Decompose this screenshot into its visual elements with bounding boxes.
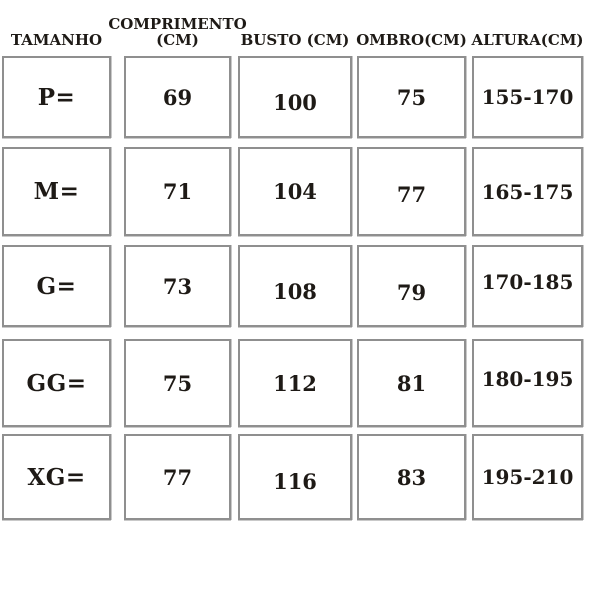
cell-value: G= bbox=[36, 272, 77, 300]
cell-size bbox=[2, 56, 111, 138]
cell-value: 170-185 bbox=[481, 270, 574, 294]
column-header-altura bbox=[472, 32, 583, 56]
column-header-ombro bbox=[357, 32, 466, 56]
table-row bbox=[0, 56, 600, 138]
cell-value: 108 bbox=[273, 278, 317, 304]
cell-comprimento bbox=[124, 339, 231, 427]
cell-size bbox=[2, 245, 111, 327]
column-header-label: OMBRO(CM) bbox=[356, 31, 467, 49]
cell-ombro bbox=[357, 56, 466, 138]
cell-value: XG= bbox=[27, 463, 86, 491]
cell-ombro bbox=[357, 245, 466, 327]
cell-value: M= bbox=[33, 178, 80, 205]
cell-busto bbox=[238, 56, 352, 138]
table-row bbox=[0, 434, 600, 520]
cell-comprimento bbox=[124, 56, 231, 138]
cell-value: 79 bbox=[396, 279, 427, 305]
cell-value: 195-210 bbox=[481, 465, 574, 489]
cell-busto bbox=[238, 245, 352, 327]
column-header-label: TAMANHO bbox=[10, 31, 103, 49]
cell-value: GG= bbox=[26, 369, 87, 397]
cell-altura bbox=[472, 56, 583, 138]
cell-value: 77 bbox=[396, 182, 427, 207]
cell-value: 81 bbox=[396, 370, 427, 396]
cell-size bbox=[2, 147, 111, 236]
cell-value: 71 bbox=[162, 179, 193, 204]
cell-comprimento bbox=[124, 434, 231, 520]
column-header-label: BUSTO (CM) bbox=[240, 31, 350, 49]
table-row bbox=[0, 147, 600, 236]
column-header-tamanho bbox=[2, 32, 111, 56]
cell-value: 69 bbox=[162, 84, 193, 110]
cell-value: 180-195 bbox=[481, 367, 574, 391]
column-header-label-line1: COMPRIMENTO bbox=[108, 15, 247, 33]
cell-value: 104 bbox=[273, 179, 317, 204]
table-row bbox=[0, 245, 600, 327]
cell-ombro bbox=[357, 147, 466, 236]
cell-busto bbox=[238, 147, 352, 236]
cell-value: 116 bbox=[273, 468, 317, 494]
cell-altura bbox=[472, 339, 583, 427]
cell-value: 155-170 bbox=[481, 85, 574, 109]
cell-value: 77 bbox=[162, 464, 193, 490]
cell-altura bbox=[472, 434, 583, 520]
table-header-row bbox=[0, 0, 600, 56]
cell-altura bbox=[472, 147, 583, 236]
cell-ombro bbox=[357, 434, 466, 520]
cell-comprimento bbox=[124, 245, 231, 327]
cell-value: 83 bbox=[396, 464, 427, 490]
cell-busto bbox=[238, 434, 352, 520]
cell-value: 165-175 bbox=[481, 179, 574, 204]
cell-comprimento bbox=[124, 147, 231, 236]
cell-altura bbox=[472, 245, 583, 327]
cell-value: P= bbox=[37, 83, 76, 111]
cell-value: 100 bbox=[273, 89, 317, 115]
cell-busto bbox=[238, 339, 352, 427]
column-header-comprimento bbox=[108, 15, 247, 56]
table-row bbox=[0, 339, 600, 427]
cell-value: 75 bbox=[396, 84, 427, 110]
cell-size bbox=[2, 339, 111, 427]
column-header-label: ALTURA(CM) bbox=[471, 31, 584, 49]
cell-ombro bbox=[357, 339, 466, 427]
cell-value: 112 bbox=[273, 370, 317, 396]
column-header-label-line2: (CM) bbox=[156, 31, 199, 49]
cell-size bbox=[2, 434, 111, 520]
cell-value: 73 bbox=[162, 273, 193, 299]
column-header-busto bbox=[238, 32, 352, 56]
cell-value: 75 bbox=[162, 370, 193, 396]
